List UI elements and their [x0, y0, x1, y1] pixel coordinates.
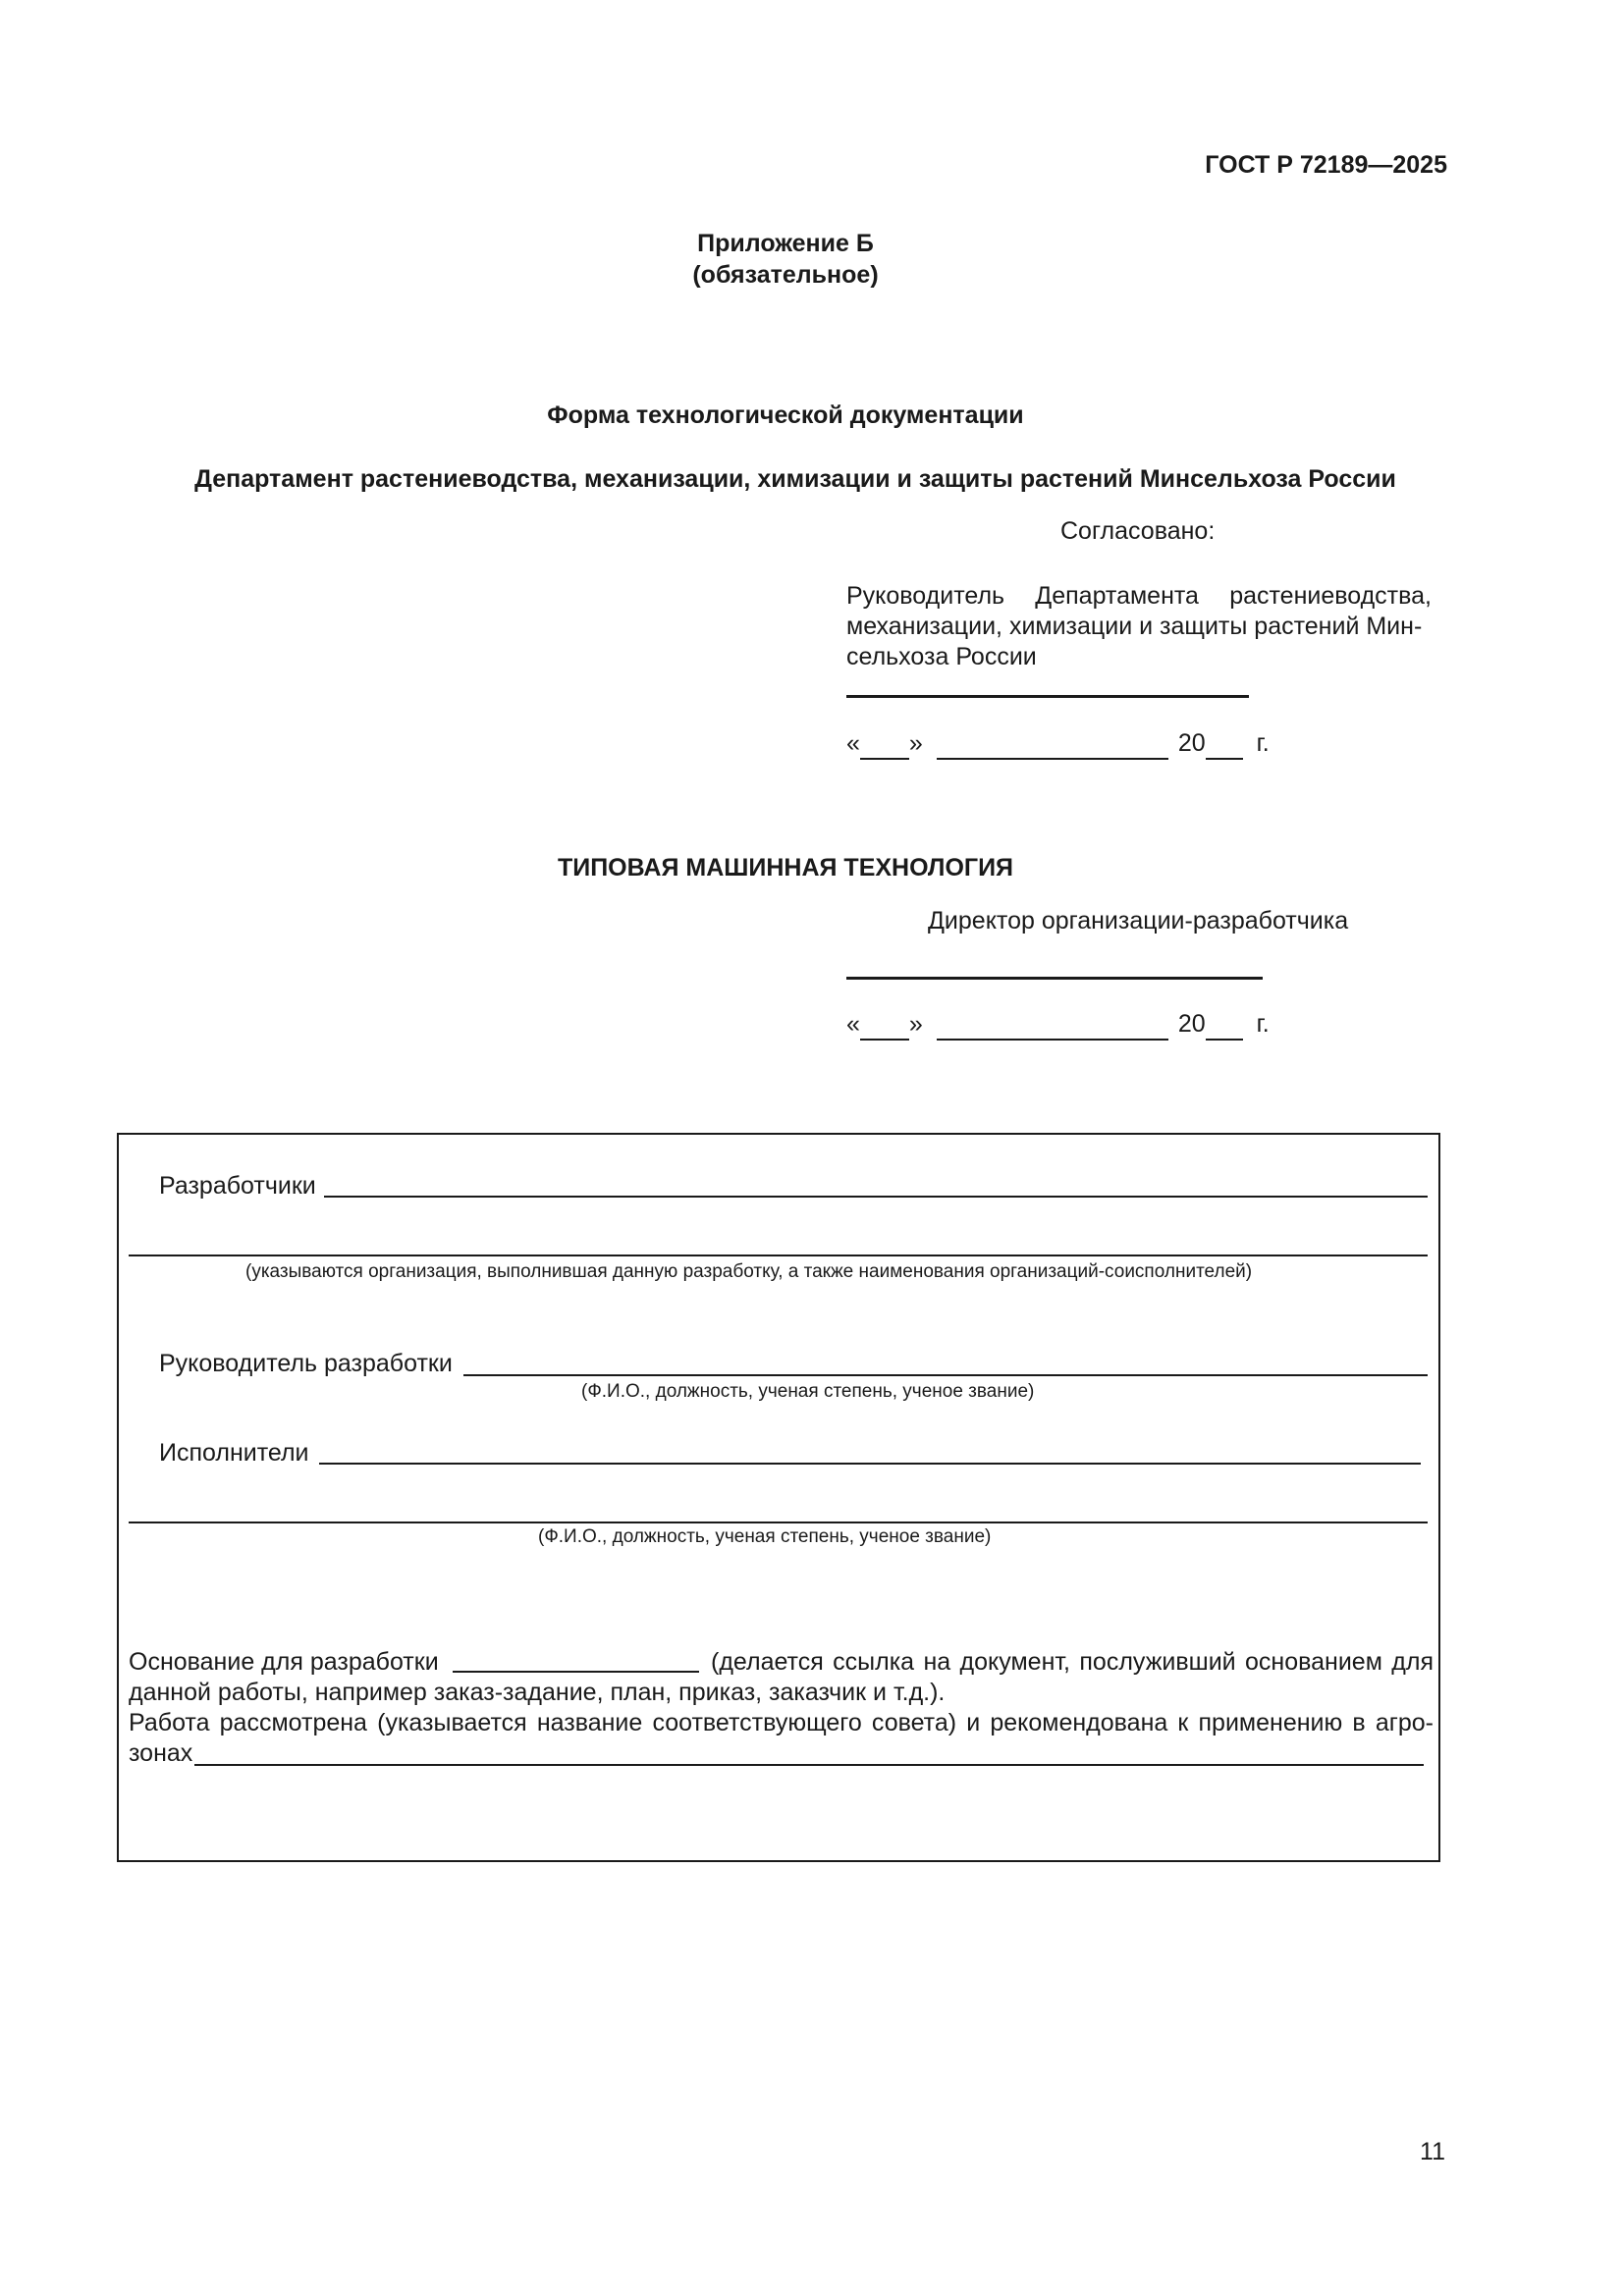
department-name: Департамент растениеводства, механизации, химизации и защиты растений Минсельхоза России	[194, 465, 1396, 493]
date-open-quote: «	[846, 729, 860, 757]
technology-title: ТИПОВАЯ МАШИННАЯ ТЕХНОЛОГИЯ	[557, 854, 1014, 881]
director-month-field[interactable]	[937, 1017, 1168, 1041]
approval-year-field[interactable]	[1206, 736, 1243, 760]
basis-field[interactable]	[453, 1671, 699, 1673]
appendix-status: (обязательное)	[692, 261, 879, 289]
director-label: Директор организации-разработчика	[928, 907, 1349, 934]
basis-label: Основание для разработки	[129, 1648, 439, 1676]
appendix-title: Приложение Б	[697, 230, 874, 257]
director-signature-line[interactable]	[846, 977, 1263, 980]
performers-hint: (Ф.И.О., должность, ученая степень, ученое звание)	[538, 1526, 992, 1547]
director-year-field[interactable]	[1206, 1017, 1243, 1041]
performers-field-line-2[interactable]	[129, 1522, 1428, 1523]
director-day-field[interactable]	[860, 1017, 909, 1041]
approval-day-field[interactable]	[860, 736, 909, 760]
head-title-line-2: механизации, химизации и защиты растений Мин-	[846, 613, 1423, 640]
review-text-2: зонах	[129, 1739, 193, 1767]
agro-zones-field[interactable]	[194, 1764, 1424, 1766]
basis-text-2: данной работы, например заказ-задание, план, приказ, заказчик и т.д.).	[129, 1679, 946, 1706]
developers-field[interactable]	[324, 1196, 1428, 1198]
developers-box	[117, 1133, 1440, 1862]
year-suffix: г.	[1256, 1010, 1270, 1038]
date-close-quote: »	[908, 1010, 923, 1038]
year-prefix: 20	[1177, 729, 1206, 757]
standard-number: ГОСТ Р 72189—2025	[1205, 151, 1447, 179]
developers-field-line-2[interactable]	[129, 1255, 1428, 1256]
date-open-quote: «	[846, 1010, 860, 1038]
basis-text-1: (делается ссылка на документ, послуживший основанием для	[711, 1648, 1434, 1676]
head-signature-line[interactable]	[846, 695, 1249, 698]
developers-hint: (указываются организация, выполнившая данную разработку, а также наименования организаций-соисполнителей)	[245, 1261, 1253, 1282]
approval-date-row	[846, 727, 1270, 760]
developers-label: Разработчики	[159, 1172, 316, 1200]
head-title-line-1: Руководитель Департамента растениеводства,	[846, 582, 1432, 610]
performers-field[interactable]	[319, 1463, 1421, 1465]
lead-hint: (Ф.И.О., должность, ученая степень, ученое звание)	[581, 1381, 1035, 1402]
head-title-line-3: сельхоза России	[846, 643, 1037, 670]
page-number: 11	[1420, 2138, 1445, 2165]
review-text-1: Работа рассмотрена (указывается название соответствующего совета) и рекомендована к применению в агро-	[129, 1709, 1434, 1736]
performers-label: Исполнители	[159, 1439, 309, 1467]
date-close-quote: »	[908, 729, 923, 757]
approval-month-field[interactable]	[937, 736, 1168, 760]
agreed-label: Согласовано:	[1060, 517, 1216, 545]
lead-field[interactable]	[463, 1374, 1428, 1376]
lead-label: Руководитель разработки	[159, 1350, 453, 1377]
form-title: Форма технологической документации	[547, 401, 1024, 429]
director-date-row	[846, 1008, 1270, 1041]
year-suffix: г.	[1256, 729, 1270, 757]
year-prefix: 20	[1177, 1010, 1206, 1038]
